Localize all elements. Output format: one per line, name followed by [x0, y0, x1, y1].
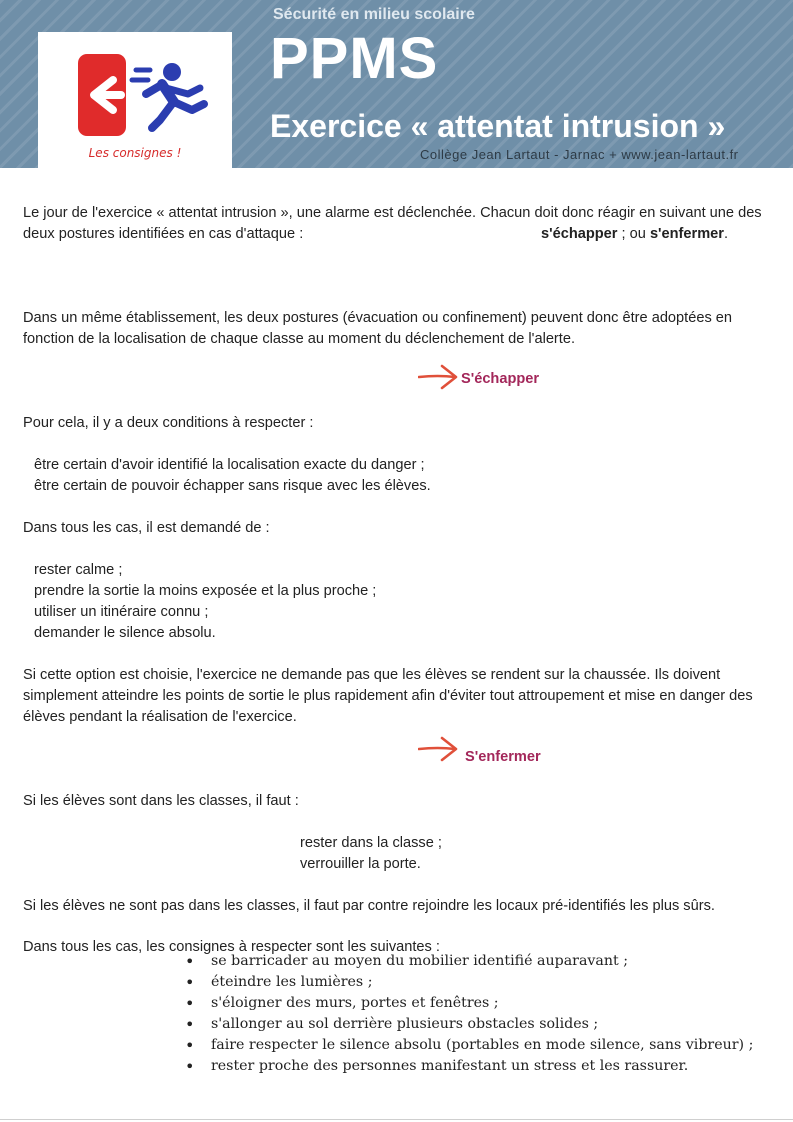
section-heading-lockdown: S'enfermer: [465, 749, 541, 765]
option-end: .: [723, 226, 729, 242]
option-separator: ; ou: [617, 226, 650, 242]
rules-intro: Dans tous les cas, les consignes à respecter sont les suivantes :: [23, 939, 440, 955]
list-item: • s'allonger au sol derrière plusieurs obstacles solides ;: [185, 1014, 753, 1035]
case-item: utiliser un itinéraire connu ;: [34, 604, 209, 620]
intro-line-1: Le jour de l'exercice « attentat intrusion », une alarme est déclenchée. Chacun doit donc réagir en suivant une des: [23, 205, 762, 221]
escape-note-line-2: simplement atteindre les points de sortie le plus rapidement afin d'éviter tout attroupement et mise en danger des: [23, 688, 753, 704]
conditions-intro: Pour cela, il y a deux conditions à respecter :: [23, 415, 314, 431]
in-class-item: rester dans la classe ;: [300, 835, 442, 851]
in-class-item: verrouiller la porte.: [300, 856, 421, 872]
escape-note-line-1: Si cette option est choisie, l'exercice ne demande pas que les élèves se rendent sur la chaussée. Ils doivent: [23, 667, 721, 683]
out-class-text: Si les élèves ne sont pas dans les classes, il faut par contre rejoindre les locaux pré-identifiés les plus sûrs.: [23, 898, 715, 914]
section-heading-escape: S'échapper: [461, 371, 540, 387]
list-item: • s'éloigner des murs, portes et fenêtres ;: [185, 993, 753, 1014]
escape-note-line-3: élèves pendant la réalisation de l'exercice.: [23, 709, 297, 725]
list-item: • rester proche des personnes manifestant un stress et les rassurer.: [185, 1056, 753, 1077]
context-line-2: fonction de la localisation de chaque classe au moment du déclenchement de l'alerte.: [23, 331, 576, 347]
logo: [38, 32, 232, 168]
list-item: • faire respecter le silence absolu (portables en mode silence, sans vibreur) ;: [185, 1035, 753, 1056]
list-item: • éteindre les lumières ;: [185, 972, 753, 993]
rules-list: [185, 951, 753, 1077]
case-item: rester calme ;: [34, 562, 123, 578]
case-item: demander le silence absolu.: [34, 625, 216, 641]
page-title: PPMS: [270, 26, 439, 91]
intro-line-2: deux postures identifiées en cas d'attaque :: [23, 226, 304, 242]
condition-item: être certain de pouvoir échapper sans risque avec les élèves.: [34, 478, 431, 494]
list-item: • se barricader au moyen du mobilier identifié auparavant ;: [185, 951, 753, 972]
header-credit: Collège Jean Lartaut - Jarnac + www.jean-lartaut.fr: [420, 147, 739, 162]
in-class-intro: Si les élèves sont dans les classes, il faut :: [23, 793, 299, 809]
option-lockdown: s'enfermer: [649, 226, 724, 242]
condition-item: être certain d'avoir identifié la localisation exacte du danger ;: [34, 457, 425, 473]
header-kicker: Sécurité en milieu scolaire: [273, 6, 475, 23]
arrow-right-icon: [418, 736, 458, 762]
logo-caption: Les consignes !: [88, 146, 182, 160]
cases-intro: Dans tous les cas, il est demandé de :: [23, 520, 270, 536]
exercise-title: Exercice « attentat intrusion »: [270, 108, 726, 144]
option-escape: s'échapper: [541, 226, 618, 242]
case-item: prendre la sortie la moins exposée et la plus proche ;: [34, 583, 377, 599]
context-line-1: Dans un même établissement, les deux postures (évacuation ou confinement) peuvent donc être adoptées en: [23, 310, 733, 326]
arrow-right-icon: [418, 364, 458, 390]
intro-options: [541, 224, 728, 245]
page-bottom-divider: [0, 1119, 793, 1120]
